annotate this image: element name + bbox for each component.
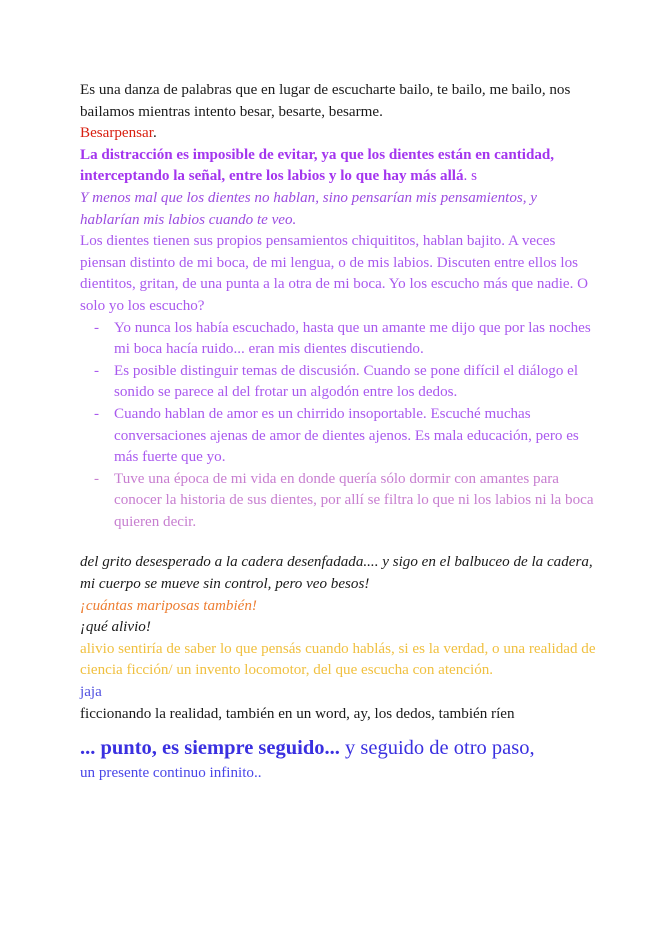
- paragraph-mariposas: ¡cuántas mariposas también!: [80, 597, 257, 614]
- list-item: [80, 318, 598, 361]
- distraccion-bold-text: La distracción es imposible de evitar, ya que los dientes están en cantidad, interceptando la señal, entre los labios y lo que hay más allá: [80, 146, 555, 185]
- paragraph-menos-mal: Y menos mal que los dientes no hablan, sino pensarían mis pensamientos, y hablarían mis labios cuando te veo.: [80, 189, 537, 228]
- paragraph-grito: del grito desesperado a la cadera desenfadada.... y sigo en el balbuceo de la cadera, mi cuerpo se mueve sin control, pero veo besos!: [80, 554, 593, 593]
- list-item-text: Yo nunca los había escuchado, hasta que un amante me dijo que por las noches mi boca hacía ruido... eran mis dientes discutiendo.: [114, 319, 591, 358]
- paragraph-alivio-exclamation: ¡qué alivio!: [80, 619, 151, 636]
- bullet-marker-icon: -: [94, 405, 100, 422]
- list-item-text: Es posible distinguir temas de discusión. Cuando se pone difícil el diálogo el sonido se parece al del frotar un algodón entre los dedos.: [114, 362, 579, 401]
- list-item: [80, 469, 598, 534]
- bullet-marker-icon: -: [94, 470, 100, 487]
- besarpensar-period: .: [152, 125, 157, 142]
- bullet-list: [80, 318, 598, 534]
- list-item-text: Tuve una época de mi vida en donde quería sólo dormir con amantes para conocer la historia de sus dientes, por allí se filtra lo que ni los labios ni la boca quieren decir.: [114, 470, 594, 530]
- paragraph-alivio-sentiria: alivio sentiría de saber lo que pensás cuando hablás, si es la verdad, o una realidad de ciencia ficción/ un invento locomotor, del que escucha con atención.: [80, 640, 596, 679]
- paragraph-punto-seguido: [80, 734, 598, 762]
- bullet-marker-icon: -: [94, 319, 100, 336]
- paragraph-presente-continuo: un presente continuo infinito..: [80, 765, 262, 782]
- punto-rest-text: y seguido de otro paso,: [339, 737, 535, 760]
- list-item-text: Cuando hablan de amor es un chirrido insoportable. Escuché muchas conversaciones ajenas de amor de dientes ajenos. Es mala educación, pero es más fuerte que yo.: [114, 405, 579, 466]
- list-item: [80, 361, 598, 404]
- besarpensar-text: Besarpensar: [80, 125, 153, 142]
- paragraph-dientes-piensan: Los dientes tienen sus propios pensamientos chiquititos, hablan bajito. A veces piensan distinto de mi boca, de mi lengua, o de mis labios. Discuten entre ellos los dientitos, gritan, de una punta a la otra de mi boca. Yo los escucho más que nadie. O solo yo los escucho?: [80, 233, 589, 314]
- paragraph-ficcionando: ficcionando la realidad, también en un word, ay, los dedos, también ríen: [80, 705, 515, 722]
- spacer: [80, 533, 598, 552]
- spacer: [80, 725, 598, 734]
- punto-bold-text: ... punto, es siempre seguido...: [80, 737, 340, 760]
- paragraph-besarpensar: [80, 123, 598, 145]
- list-item: [80, 404, 598, 469]
- paragraph-distraccion: [80, 145, 598, 188]
- distraccion-trailing: . s: [463, 168, 477, 185]
- document-body: [80, 80, 598, 784]
- paragraph-jaja: jaja: [80, 684, 102, 701]
- bullet-marker-icon: -: [94, 362, 100, 379]
- paragraph-intro: Es una danza de palabras que en lugar de escucharte bailo, te bailo, me bailo, nos bailamos mientras intento besar, besarte, besarme.: [80, 82, 571, 120]
